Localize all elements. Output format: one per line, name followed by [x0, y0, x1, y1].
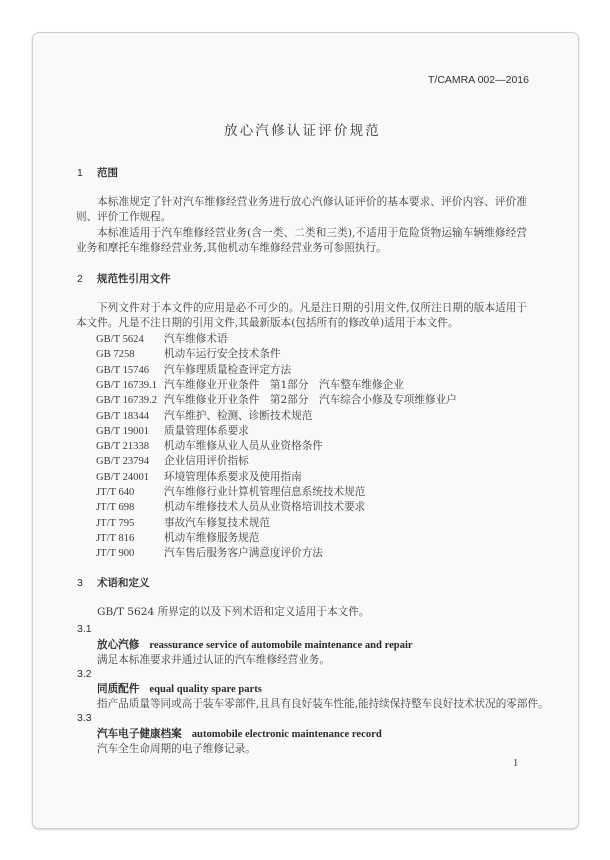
reference-code: GB/T 21338 [96, 441, 150, 453]
reference-code: GB/T 16739.1 [96, 379, 158, 391]
section-title: 范围 [97, 167, 118, 179]
reference-code: GB/T 23794 [96, 456, 150, 468]
section-number: 3 [77, 577, 83, 589]
reference-item [96, 409, 312, 424]
reference-item [96, 546, 323, 561]
reference-title: 汽车维修业开业条件 第2部分 汽车综合小修及专项维修业户 [164, 394, 457, 407]
reference-code: GB/T 15746 [96, 364, 150, 376]
scope-paragraph-1: 本标准规定了针对汽车维修经营业务进行放心汽修认证评价的基本要求、评价内容、评价准则、评价工作规程。 [76, 196, 527, 224]
term-zh: 汽车电子健康档案 [97, 728, 182, 740]
reference-title: 汽车维修业开业条件 第1部分 汽车整车维修企业 [164, 378, 404, 391]
reference-title: 机动车维修从业人员从业资格条件 [164, 440, 323, 453]
section-number: 1 [77, 167, 83, 179]
document-title: 放心汽修认证评价规范 [224, 123, 381, 139]
reference-code: GB/T 24001 [96, 471, 150, 483]
reference-item [96, 439, 323, 454]
clause-number: 3.3 [77, 712, 92, 724]
reference-item [96, 424, 249, 439]
section-heading-normative-references [77, 272, 171, 286]
reference-title: 机动车维修技术人员从业资格培训技术要求 [164, 501, 366, 514]
reference-item [96, 393, 457, 408]
section-heading-terms [77, 576, 150, 590]
term-en: automobile electronic maintenance record [191, 729, 382, 740]
reference-title: 企业信用评价指标 [164, 455, 249, 468]
term-definition: 指产品质量等同或高于装车零部件,且具有良好装车性能,能持续保持整车良好技术状况的零部件。 [97, 698, 549, 710]
reference-item [96, 363, 291, 378]
reference-code: JT/T 640 [96, 487, 135, 498]
section-number: 2 [77, 273, 83, 285]
reference-title: 汽车维护、检测、诊断技术规范 [164, 409, 313, 422]
reference-title: 汽车修理质量检查评定方法 [164, 363, 292, 376]
reference-item [96, 516, 270, 531]
reference-item [96, 347, 281, 362]
standard-code: T/CAMRA 002—2016 [428, 74, 529, 86]
reference-title: 质量管理体系要求 [164, 424, 249, 437]
reference-title: 机动车维修服务规范 [164, 531, 260, 544]
reference-item [96, 531, 259, 546]
term-heading [97, 727, 382, 742]
reference-title: 环境管理体系要求及使用指南 [164, 470, 302, 483]
reference-item [96, 454, 249, 469]
reference-code: JT/T 795 [96, 517, 135, 529]
reference-item [96, 332, 228, 347]
reference-title: 事故汽车修复技术规范 [164, 516, 270, 529]
reference-item [96, 500, 365, 515]
references-intro: 下列文件对于本文件的应用是必不可少的。凡是注日期的引用文件,仅所注日期的版本适用于本文件。凡是不注日期的引用文件,其最新版本(包括所有的修改单)适用于本文件。 [76, 302, 527, 330]
reference-title: 汽车维修行业计算机管理信息系统技术规范 [164, 486, 366, 498]
reference-code: JT/T 816 [96, 532, 135, 544]
term-definition: 汽车全生命周期的电子维修记录。 [97, 743, 256, 755]
reference-item [96, 485, 365, 500]
term-zh: 同质配件 [97, 683, 140, 695]
reference-item [96, 378, 404, 393]
reference-code: GB 7258 [96, 349, 135, 361]
term-en: reassurance service of automobile maintenance and repair [149, 640, 413, 651]
term-heading [97, 638, 413, 653]
reference-code: JT/T 698 [96, 502, 135, 514]
term-heading [97, 682, 262, 697]
reference-code: GB/T 19001 [96, 425, 150, 437]
reference-title: 机动车运行安全技术条件 [164, 348, 281, 361]
section-heading-scope [77, 166, 118, 180]
scope-paragraph-2: 本标准适用于汽车维修经营业务(含一类、二类和三类),不适用于危险货物运输车辆维修经营业务和摩托车维修经营业务,其他机动车维修经营业务可参照执行。 [76, 227, 527, 255]
reference-title: 汽车维修术语 [164, 333, 228, 345]
terms-intro: GB/T 5624 所界定的以及下列术语和定义适用于本文件。 [97, 606, 370, 618]
reference-code: JT/T 900 [96, 548, 135, 560]
reference-code: GB/T 16739.2 [96, 395, 158, 407]
section-title: 术语和定义 [97, 577, 150, 589]
page-number: 1 [513, 758, 519, 769]
section-title: 规范性引用文件 [97, 273, 171, 285]
reference-title: 汽车售后服务客户满意度评价方法 [164, 547, 323, 560]
term-en: equal quality spare parts [149, 684, 262, 695]
reference-item [96, 470, 302, 485]
clause-number: 3.1 [77, 623, 92, 635]
clause-number: 3.2 [77, 668, 92, 680]
reference-code: GB/T 18344 [96, 410, 150, 422]
reference-code: GB/T 5624 [96, 334, 144, 345]
term-definition: 满足本标准要求并通过认证的汽车维修经营业务。 [97, 654, 331, 666]
term-zh: 放心汽修 [97, 639, 140, 651]
